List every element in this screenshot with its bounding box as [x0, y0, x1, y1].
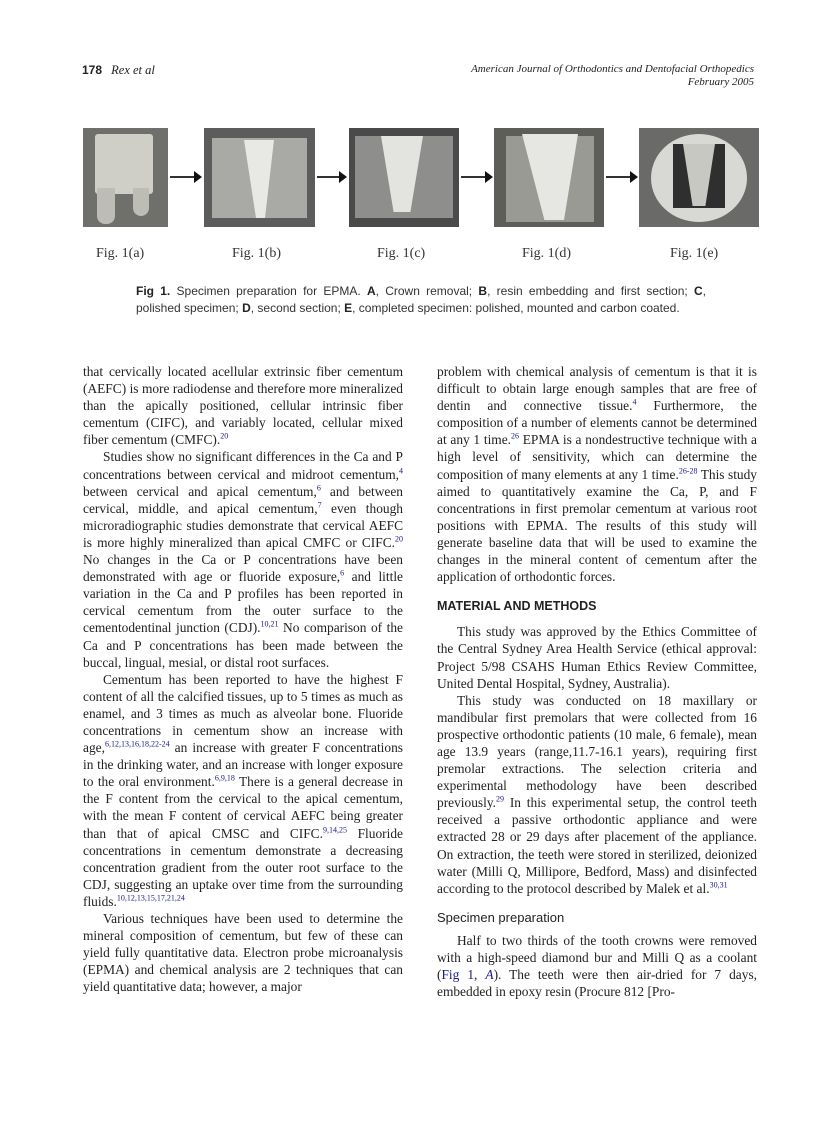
- figure-panel-d-image: [494, 128, 604, 227]
- figure-label-b: Fig. 1(b): [232, 246, 281, 261]
- arrow-icon: [170, 176, 200, 178]
- figure-label-c: Fig. 1(c): [377, 246, 426, 261]
- citation-link[interactable]: 20: [395, 534, 403, 544]
- figure-panel-c-image: [349, 128, 459, 227]
- running-head-left: [82, 63, 155, 78]
- citation-link[interactable]: 4: [399, 466, 403, 476]
- citation-link[interactable]: 6,9,18: [214, 773, 235, 783]
- paragraph: Half to two thirds of the tooth crowns were removed with a high-speed diamond bur and Milli Q as a coolant (Fig 1, A). The teeth were then air-dried for 7 days, embedded in epoxy resin (Procure 812 [Pro-: [437, 932, 757, 1000]
- right-column: [437, 363, 757, 1000]
- figure-panel-e-image: [639, 128, 759, 227]
- citation-link[interactable]: 6: [316, 483, 321, 493]
- paragraph: that cervically located acellular extrinsic fiber cementum (AEFC) is more radiodense and therefore more mineralized than the apically positioned, cellular intrinsic fiber cementum (CIFC), and variably located, cellular mixed fiber cementum (CMFC).$^{20}$: [83, 364, 403, 448]
- issue-date: February 2005: [687, 76, 754, 88]
- arrow-icon: [317, 176, 345, 178]
- citation-link[interactable]: 7: [317, 500, 322, 510]
- citation-link[interactable]: 20: [220, 431, 229, 441]
- citation-link[interactable]: 30,31: [709, 880, 728, 890]
- citation-link[interactable]: 10,21: [260, 619, 279, 629]
- citation-link[interactable]: 29: [496, 794, 505, 804]
- left-column: [83, 363, 403, 995]
- figure-label-a: Fig. 1(a): [96, 246, 145, 261]
- figure-link[interactable]: Fig 1: [441, 967, 475, 983]
- paragraph: problem with chemical analysis of cementum is that it is difficult to obtain large enough samples that are free of dentin and connective tissue.$^4$ Furthermore, the composition of a number of elements cannot be determined at any 1 time.$^{26}$ EPMA is a nondestructive technique with a high level of sensitivity, which can determine the composition of many elements at any 1 time.$^{26-28}$ This study aimed to quantitatively examine the Ca, P, and F concentrations in first premolar cementum at various root positions with EPMA. The results of this study will generate baseline data that will be used to examine the changes in the mineral content of cementum after the application of orthodontic forces.: [437, 364, 757, 585]
- paragraph: Studies show no significant differences in the Ca and P concentrations between cervical and midroot cementum,$^4$ between cervical and apical cementum,$^6$ and between cervical, middle, and apical cementum,$^7$ even though microradiographic studies demonstrate that cervical AEFC is more highly mineralized than apical CMFC or CIFC.$^{20}$ No changes in the Ca or P concentrations have been demonstrated with age or fluoride exposure,$^6$ and little variation in the Ca and P profiles has been reported in cervical cementum from the outer surface to the cementodentinal junction (CDJ).$^{10,21}$ No comparison of the Ca and P concentrations has been made between the buccal, lingual, mesial, or distal root surfaces.: [83, 449, 403, 670]
- figure-panel-link[interactable]: A: [485, 967, 494, 983]
- figure-panel-a-image: [83, 128, 168, 227]
- paragraph: Cementum has been reported to have the highest F content of all the calcified tissues, up to 5 times as much as enamel, and 3 times as much as alveolar bone. Fluoride concentrations in cementum show an increase with age,$^{6,12,13,16,18,22-24}$ an increase with greater F concentrations in the drinking water, and an increase with longer exposure to the oral environment.$^{6,9,18}$ There is a general decrease in the F content from the cervical to the apical cementum, with the mean F content of cervical AEFC being greater than that of apical CMSC and CIFC.$^{9,14,25}$ Fluoride concentrations in cementum demonstrate a decreasing concentration gradient from the outer root surface to the CDJ, suggesting an uptake over time from the surrounding fluids.$^{10,12,13,15,17,21,24}$: [83, 671, 403, 909]
- paragraph: Various techniques have been used to determine the mineral composition of cementum, but few of these can yield fully quantitative data. Electron probe microanalysis (EPMA) and chemical analysis are 2 techniques that can yield quantitative data; however, a major: [83, 911, 403, 995]
- caption-figno: Fig 1.: [136, 284, 171, 298]
- figure-label-e: Fig. 1(e): [670, 246, 719, 261]
- subsection-heading-specimen: Specimen preparation: [437, 909, 565, 925]
- running-head-right: [471, 63, 754, 89]
- citation-link[interactable]: 4: [632, 397, 637, 407]
- running-head-authors: Rex et al: [111, 63, 155, 77]
- journal-title: American Journal of Orthodontics and Dentofacial Orthopedics: [471, 63, 754, 75]
- citation-link[interactable]: 10,12,13,15,17,21,24: [116, 893, 185, 903]
- citation-link[interactable]: 26: [511, 431, 519, 441]
- paragraph: This study was conducted on 18 maxillary or mandibular first premolars that were collected from 16 prospective orthodontic patients (10 male, 6 female), mean age 13.9 years (range,11.7-16.1 years), requiring first premolar extractions. The selection criteria and experimental methodology have been described previously.$^{29}$ In this experimental setup, the control teeth received a passive orthodontic appliance and were extracted 28 or 29 days after placement of the appliance. On extraction, the teeth were stored in sterilized, deionized water (Milli Q, Millipore, Bedford, Mass) and disinfected according to the protocol described by Malek et al.$^{30,31}$: [437, 692, 757, 896]
- arrow-icon: [461, 176, 491, 178]
- section-heading-methods: MATERIAL AND METHODS: [437, 599, 597, 614]
- citation-link[interactable]: 6: [340, 568, 345, 578]
- figure-panel-b-image: [204, 128, 315, 227]
- citation-link[interactable]: 26-28: [678, 466, 698, 476]
- arrow-icon: [606, 176, 636, 178]
- figure-caption: Fig 1. Specimen preparation for EPMA. A, Crown removal; B, resin embedding and first section; C, polished specimen; D, second section; E, completed specimen: polished, mounted and carbon coated.: [136, 284, 707, 315]
- citation-link[interactable]: 6,12,13,16,18,22-24: [104, 739, 170, 749]
- citation-link[interactable]: 9,14,25: [322, 825, 347, 835]
- page-number: 178: [82, 63, 103, 77]
- figure-label-d: Fig. 1(d): [522, 246, 571, 261]
- paragraph: This study was approved by the Ethics Committee of the Central Sydney Area Health Service (ethical approval: Project 5/98 CSAHS Human Ethics Review Committee, United Dental Hospital, Sydney, Australia).: [437, 624, 757, 691]
